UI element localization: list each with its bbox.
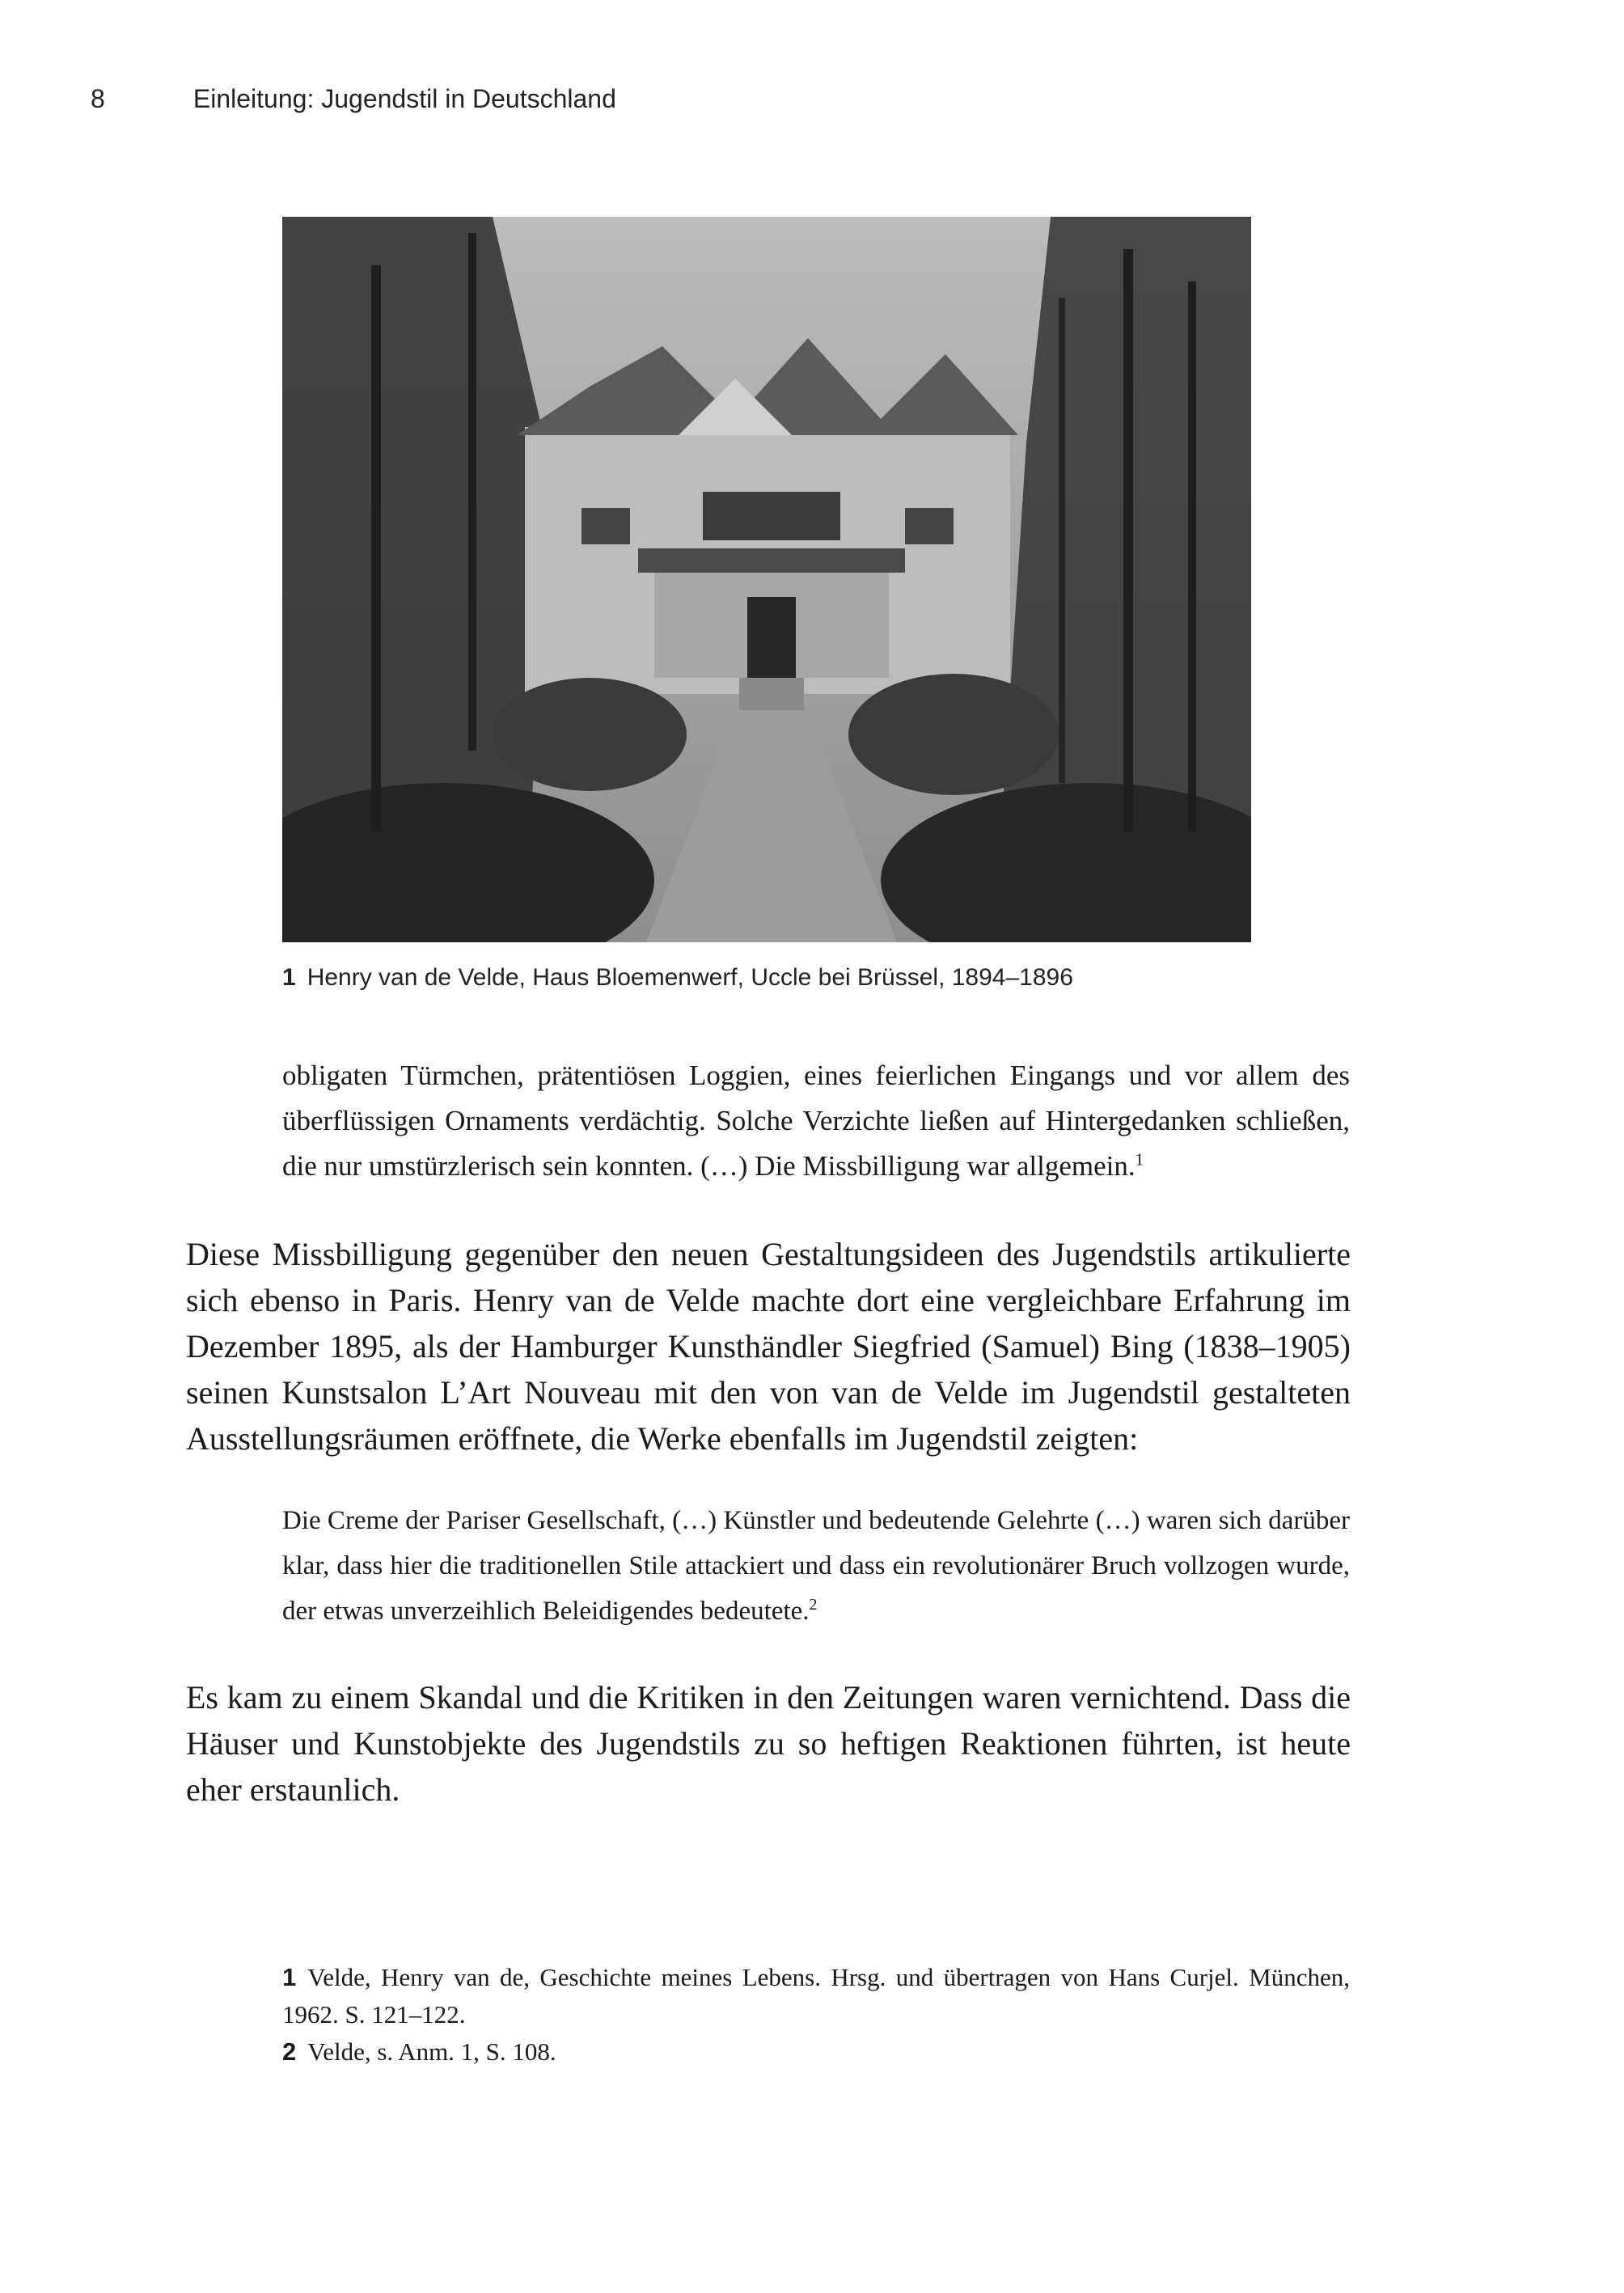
footnote-2 (282, 2033, 1350, 2071)
footnote-1 (282, 1959, 1350, 2033)
footnotes (282, 1959, 1350, 2071)
block-quote-1-text: obligaten Türmchen, prätentiösen Loggien, eines feierlichen Eingangs und vor allem des überflüssigen Ornaments verdächtig. Solche Verzichte ließen auf Hintergedanken schließen, die nur umstürzlerisch sein konnten. (…) Die Missbilligung war allgemein. (282, 1060, 1350, 1182)
block-quote-1 (282, 1053, 1350, 1189)
house-photo (282, 217, 1251, 942)
figure-number: 1 (282, 964, 296, 991)
footnote-2-text: Velde, s. Anm. 1, S. 108. (307, 2037, 556, 2066)
block-quote-2 (282, 1498, 1350, 1634)
figure-caption (282, 964, 1073, 992)
running-title: Einleitung: Jugendstil in Deutschland (192, 84, 616, 113)
block-quote-2-text: Die Creme der Pariser Gesellschaft, (…) Künstler und bedeutende Gelehrte (…) waren sich darüber klar, dass hier die traditionellen Stile attackiert und dass ein revolutionärer Bruch vollzogen wurde, der etwas unverzeihlich Beleidigendes bedeutete. (282, 1506, 1350, 1626)
footnote-2-number: 2 (282, 2037, 297, 2066)
footnote-ref-2: 2 (809, 1596, 818, 1614)
page-number: 8 (91, 84, 105, 113)
figure-caption-text: Henry van de Velde, Haus Bloemenwerf, Uccle bei Brüssel, 1894–1896 (307, 964, 1073, 991)
footnote-1-text: Velde, Henry van de, Geschichte meines Lebens. Hrsg. und übertragen von Hans Curjel. München, 1962. S. 121–122. (282, 1963, 1350, 2029)
footnote-ref-1: 1 (1135, 1149, 1144, 1170)
body-paragraph-2: Es kam zu einem Skandal und die Kritiken in den Zeitungen waren vernichtend. Dass die Häuser und Kunstobjekte des Jugendstils zu so heftigen Reaktionen führten, ist heute eher erstaunlich. (186, 1679, 1351, 1808)
house-photo-illustration (282, 217, 1251, 942)
body-paragraph-1: Diese Missbilligung gegenüber den neuen Gestaltungsideen des Jugendstils artikulierte sich ebenso in Paris. Henry van de Velde machte dort eine vergleichbare Erfahrung im Dezember 1895, als der Hamburger Kunsthändler Siegfried (Samuel) Bing (1838–1905) seinen Kunstsalon L’Art Nouveau mit den von van de Velde im Jugendstil gestalteten Ausstellungsräumen eröffnete, die Werke ebenfalls im Jugendstil zeigten: (186, 1236, 1351, 1457)
footnote-1-number: 1 (282, 1963, 297, 1991)
page-header (91, 84, 616, 114)
